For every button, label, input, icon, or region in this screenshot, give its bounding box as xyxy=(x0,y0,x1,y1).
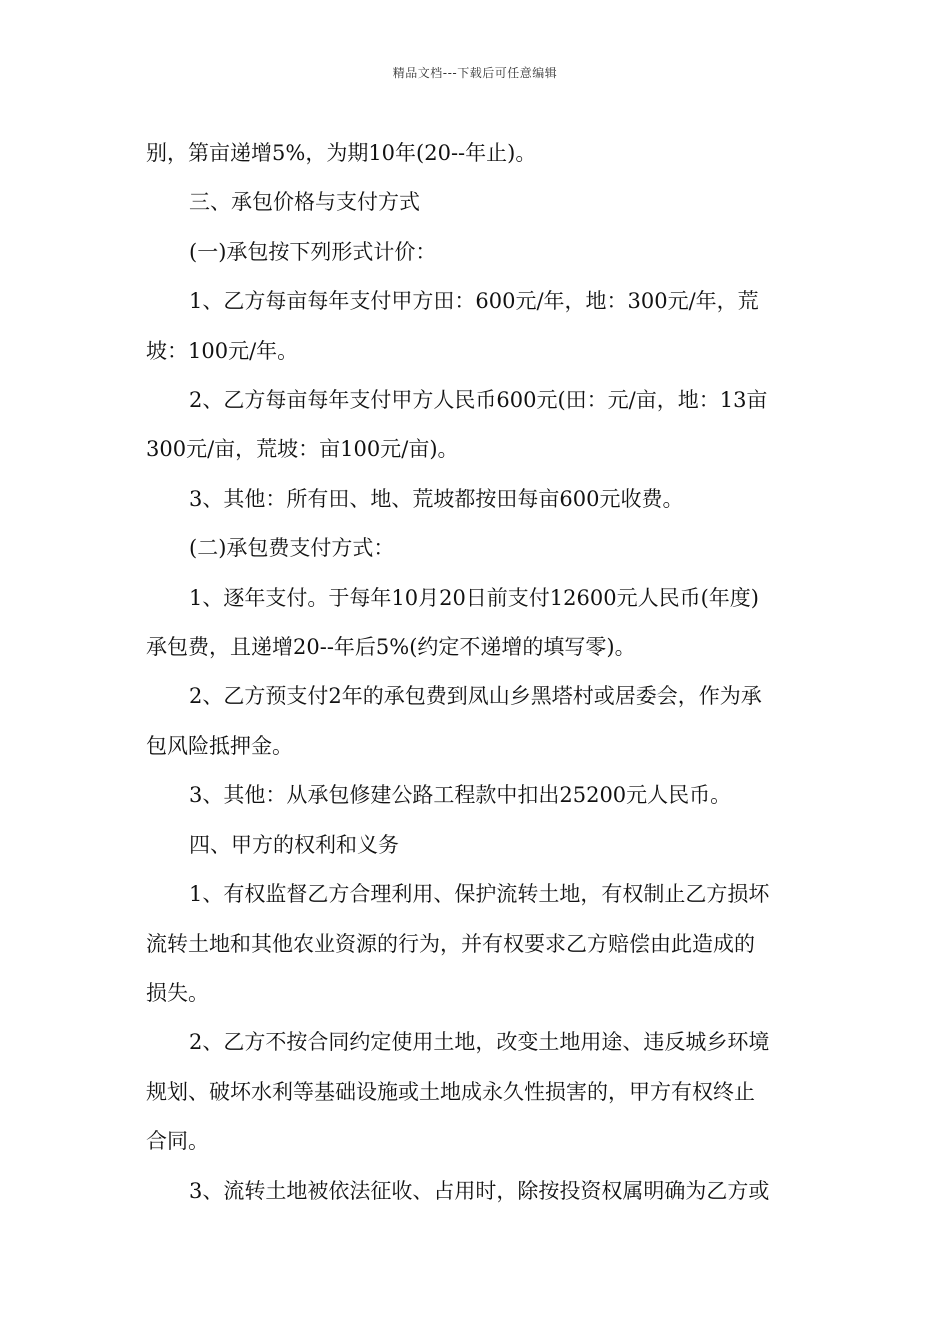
text-line: 流转土地和其他农业资源的行为，并有权要求乙方赔偿由此造成的 xyxy=(146,931,755,956)
text-line: 3、其他：从承包修建公路工程款中扣出25200元人民币。 xyxy=(189,783,732,808)
text-line: 1、逐年支付。于每年10月20日前支付12600元人民币(年度) xyxy=(189,585,759,610)
text-line: 规划、破坏水利等基础设施或土地成永久性损害的，甲方有权终止 xyxy=(146,1079,755,1104)
text-line: 1、乙方每亩每年支付甲方田：600元/年，地：300元/年，荒 xyxy=(189,289,759,314)
text-line: 2、乙方预支付2年的承包费到凤山乡黑塔村或居委会，作为承 xyxy=(189,684,762,709)
document-body xyxy=(146,129,806,1216)
text-line: 包风险抵押金。 xyxy=(146,733,293,758)
text-line: 3、流转土地被依法征收、占用时，除按投资权属明确为乙方或 xyxy=(189,1178,770,1203)
subsection-heading-payment: (二)承包费支付方式： xyxy=(189,536,395,561)
section-heading-party-a-rights: 四、甲方的权利和义务 xyxy=(189,832,399,857)
text-line: 2、乙方每亩每年支付甲方人民币600元(田：元/亩，地：13亩 xyxy=(189,388,768,413)
text-line: 3、其他：所有田、地、荒坡都按田每亩600元收费。 xyxy=(189,486,684,511)
text-line: 承包费，且递增20--年后5%(约定不递增的填写零)。 xyxy=(146,635,636,660)
text-line: 别，第亩递增5%，为期10年(20--年止)。 xyxy=(146,141,537,165)
text-line: 坡：100元/年。 xyxy=(146,338,299,363)
text-line: 2、乙方不按合同约定使用土地，改变土地用途、违反城乡环境 xyxy=(189,1030,770,1055)
page-header: 精品文档---下载后可任意编辑 xyxy=(392,66,558,80)
subsection-heading-pricing-form: (一)承包按下列形式计价： xyxy=(189,239,437,264)
text-line: 300元/亩，荒坡：亩100元/亩)。 xyxy=(146,437,459,462)
section-heading-pricing: 三、承包价格与支付方式 xyxy=(189,190,420,215)
text-line: 1、有权监督乙方合理利用、保护流转土地，有权制止乙方损坏 xyxy=(189,882,770,907)
text-line: 合同。 xyxy=(146,1129,209,1154)
text-line: 损失。 xyxy=(146,980,209,1005)
